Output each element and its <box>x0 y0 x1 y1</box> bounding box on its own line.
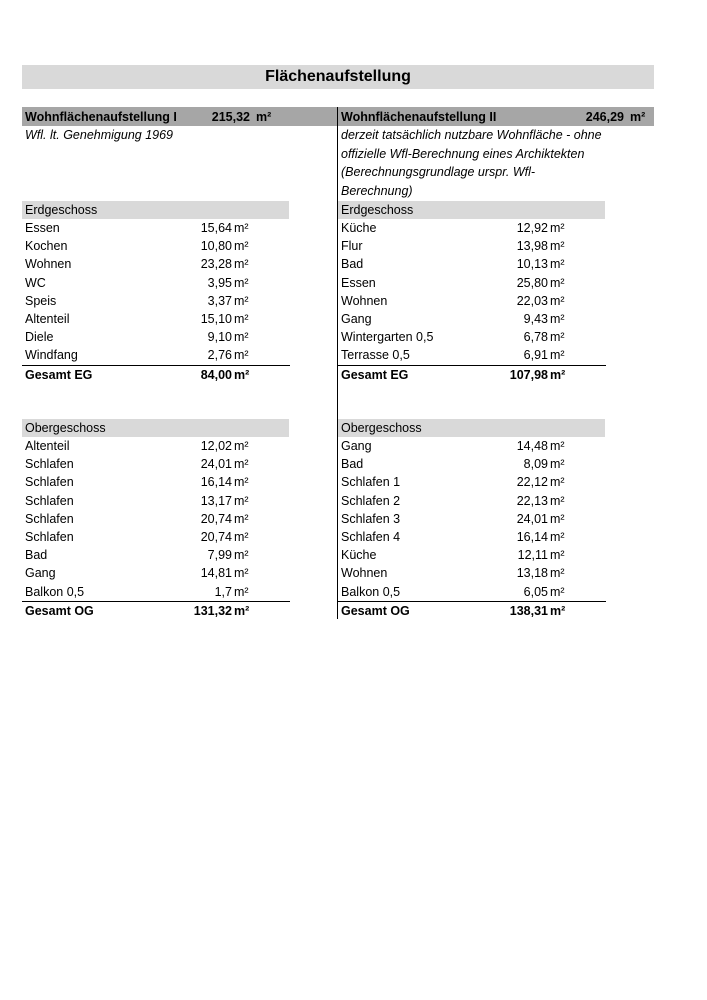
area-unit: m² <box>550 257 565 272</box>
area-value: 24,01 <box>200 457 232 472</box>
area-value: 12,92 <box>516 221 548 235</box>
table-row <box>22 237 290 255</box>
area-value: 3,37 <box>207 293 232 308</box>
total-label: Gesamt OG <box>341 603 410 618</box>
area-unit: m² <box>550 548 565 563</box>
total-value: 138,31 <box>509 603 548 618</box>
area-unit: m² <box>550 457 565 472</box>
left-header-unit: m² <box>256 109 272 124</box>
area-value: 15,10 <box>200 311 232 326</box>
left-header-value: 215,32 <box>211 109 250 124</box>
left-eg-section <box>22 201 290 384</box>
table-row <box>338 455 606 473</box>
area-value: 16,14 <box>516 529 548 544</box>
right-note-line-1: derzeit tatsächlich nutzbare Wohnfläche - ohne <box>341 128 602 142</box>
area-unit: m² <box>550 293 565 308</box>
room-name: Bad <box>25 548 48 563</box>
area-value: 20,74 <box>200 511 232 526</box>
area-unit: m² <box>234 439 249 453</box>
room-name: Schlafen 2 <box>341 493 401 508</box>
right-header-label: Wohnflächenaufstellung II <box>341 109 497 124</box>
room-name: Windfang <box>25 348 78 363</box>
area-unit: m² <box>550 239 565 254</box>
total-label: Gesamt OG <box>25 603 94 618</box>
left-og-rows <box>22 437 290 601</box>
room-name: Schlafen 3 <box>341 511 401 526</box>
room-name: Flur <box>341 239 363 254</box>
right-header-unit: m² <box>630 109 646 124</box>
left-column <box>22 107 290 618</box>
room-name: Altenteil <box>25 439 70 453</box>
room-name: Gang <box>25 566 56 581</box>
right-og-total <box>338 601 606 620</box>
room-name: Wohnen <box>25 257 72 272</box>
right-eg-rows <box>338 219 606 365</box>
room-name: Schlafen <box>25 493 74 508</box>
area-value: 22,03 <box>516 293 548 308</box>
total-unit: m² <box>234 367 250 382</box>
table-row <box>338 255 606 273</box>
total-unit: m² <box>550 367 566 382</box>
room-name: Balkon 0,5 <box>25 584 85 599</box>
area-unit: m² <box>234 293 249 308</box>
area-value: 23,28 <box>200 257 232 272</box>
room-name: WC <box>25 275 46 290</box>
left-header <box>22 107 290 126</box>
room-name: Gang <box>341 311 372 326</box>
area-unit: m² <box>550 511 565 526</box>
right-column <box>338 107 646 618</box>
table-row <box>338 292 606 310</box>
left-note: Wfl. lt. Genehmigung 1969 <box>25 128 173 142</box>
area-value: 16,14 <box>200 475 232 490</box>
right-eg-total <box>338 365 606 384</box>
table-row <box>22 583 290 601</box>
area-unit: m² <box>234 457 249 472</box>
room-name: Altenteil <box>25 311 70 326</box>
area-value: 13,17 <box>200 493 232 508</box>
area-unit: m² <box>550 584 565 599</box>
area-unit: m² <box>550 475 565 490</box>
room-name: Bad <box>341 457 364 472</box>
area-value: 20,74 <box>200 529 232 544</box>
area-value: 14,81 <box>200 566 232 581</box>
area-value: 2,76 <box>207 348 232 363</box>
area-unit: m² <box>234 566 249 581</box>
right-og-rows <box>338 437 606 601</box>
table-row <box>22 292 290 310</box>
area-value: 10,80 <box>200 239 232 254</box>
area-unit: m² <box>550 330 565 345</box>
area-unit: m² <box>234 330 249 345</box>
table-row <box>22 473 290 491</box>
area-unit: m² <box>234 493 249 508</box>
right-eg-heading: Erdgeschoss <box>338 201 605 219</box>
table-row <box>338 219 606 237</box>
area-unit: m² <box>550 311 565 326</box>
area-value: 15,64 <box>200 221 232 235</box>
area-value: 9,10 <box>207 330 232 345</box>
left-eg-rows <box>22 219 290 365</box>
right-og-heading: Obergeschoss <box>338 419 605 437</box>
left-eg-total <box>22 365 290 384</box>
table-row <box>22 546 290 564</box>
room-name: Diele <box>25 330 54 345</box>
right-og-section <box>338 419 606 620</box>
area-unit: m² <box>234 529 249 544</box>
table-row <box>22 492 290 510</box>
table-row <box>22 510 290 528</box>
area-value: 25,80 <box>516 275 548 290</box>
area-value: 14,48 <box>516 439 548 453</box>
table-row <box>338 492 606 510</box>
room-name: Bad <box>341 257 364 272</box>
area-value: 12,02 <box>200 439 232 453</box>
area-unit: m² <box>234 548 249 563</box>
area-unit: m² <box>234 511 249 526</box>
area-unit: m² <box>550 275 565 290</box>
area-value: 13,18 <box>516 566 548 581</box>
room-name: Terrasse 0,5 <box>341 348 410 363</box>
area-value: 12,11 <box>517 548 548 563</box>
table-row <box>338 528 606 546</box>
table-row <box>338 546 606 564</box>
right-header <box>338 107 646 126</box>
area-unit: m² <box>234 221 249 235</box>
area-unit: m² <box>550 439 565 453</box>
area-value: 24,01 <box>516 511 548 526</box>
table-row <box>338 510 606 528</box>
left-og-section <box>22 419 290 620</box>
total-value: 84,00 <box>200 367 232 382</box>
area-unit: m² <box>234 475 249 490</box>
room-name: Küche <box>341 221 377 235</box>
room-name: Speis <box>25 293 57 308</box>
total-value: 131,32 <box>193 603 232 618</box>
area-value: 3,95 <box>207 275 232 290</box>
room-name: Gang <box>341 439 372 453</box>
area-value: 8,09 <box>523 457 548 472</box>
room-name: Küche <box>341 548 377 563</box>
table-row <box>22 437 290 455</box>
area-unit: m² <box>550 493 565 508</box>
area-value: 6,91 <box>523 348 548 363</box>
area-unit: m² <box>234 257 249 272</box>
left-og-total <box>22 601 290 620</box>
area-unit: m² <box>234 584 249 599</box>
left-header-label: Wohnflächenaufstellung I <box>25 109 177 124</box>
total-label: Gesamt EG <box>341 367 409 382</box>
area-unit: m² <box>550 221 565 235</box>
total-label: Gesamt EG <box>25 367 93 382</box>
area-value: 22,13 <box>516 493 548 508</box>
left-og-heading: Obergeschoss <box>22 419 289 437</box>
area-unit: m² <box>234 348 249 363</box>
table-row <box>338 346 606 364</box>
left-eg-heading: Erdgeschoss <box>22 201 289 219</box>
table-row <box>338 328 606 346</box>
total-value: 107,98 <box>509 367 548 382</box>
table-row <box>22 346 290 364</box>
area-value: 9,43 <box>523 311 548 326</box>
table-row <box>338 437 606 455</box>
total-unit: m² <box>234 603 250 618</box>
page-title: Flächenaufstellung <box>22 65 654 89</box>
table-row <box>22 564 290 582</box>
area-unit: m² <box>234 311 249 326</box>
area-value: 10,13 <box>516 257 548 272</box>
area-value: 13,98 <box>516 239 548 254</box>
table-row <box>22 528 290 546</box>
table-row <box>338 564 606 582</box>
room-name: Schlafen <box>25 475 74 490</box>
room-name: Schlafen <box>25 511 74 526</box>
room-name: Wohnen <box>341 293 388 308</box>
room-name: Essen <box>341 275 376 290</box>
area-value: 6,78 <box>523 330 548 345</box>
area-value: 1,7 <box>214 584 232 599</box>
room-name: Wohnen <box>341 566 388 581</box>
area-unit: m² <box>550 566 565 581</box>
area-unit: m² <box>234 239 249 254</box>
right-eg-section <box>338 201 606 384</box>
table-row <box>338 583 606 601</box>
table-row <box>22 328 290 346</box>
area-value: 6,05 <box>523 584 548 599</box>
room-name: Schlafen 1 <box>341 475 401 490</box>
table-row <box>338 473 606 491</box>
table-row <box>22 274 290 292</box>
table-row <box>22 310 290 328</box>
right-note-line-2: offizielle Wfl-Berechnung eines Archiktekten <box>341 146 585 161</box>
room-name: Schlafen 4 <box>341 529 401 544</box>
table-row <box>22 255 290 273</box>
table-row <box>338 274 606 292</box>
room-name: Balkon 0,5 <box>341 584 401 599</box>
right-note-line-3: (Berechnungsgrundlage urspr. Wfl-Berechnung) <box>341 165 536 198</box>
room-name: Schlafen <box>25 529 74 544</box>
total-unit: m² <box>550 603 566 618</box>
area-unit: m² <box>550 348 565 363</box>
area-value: 7,99 <box>207 548 232 563</box>
area-value: 22,12 <box>516 475 548 490</box>
right-header-value: 246,29 <box>585 109 624 124</box>
room-name: Wintergarten 0,5 <box>341 330 434 345</box>
table-row <box>338 237 606 255</box>
area-unit: m² <box>234 275 249 290</box>
area-unit: m² <box>550 529 565 544</box>
room-name: Kochen <box>25 239 68 254</box>
table-row <box>22 219 290 237</box>
room-name: Schlafen <box>25 457 74 472</box>
table-row <box>22 455 290 473</box>
table-row <box>338 310 606 328</box>
room-name: Essen <box>25 221 60 235</box>
